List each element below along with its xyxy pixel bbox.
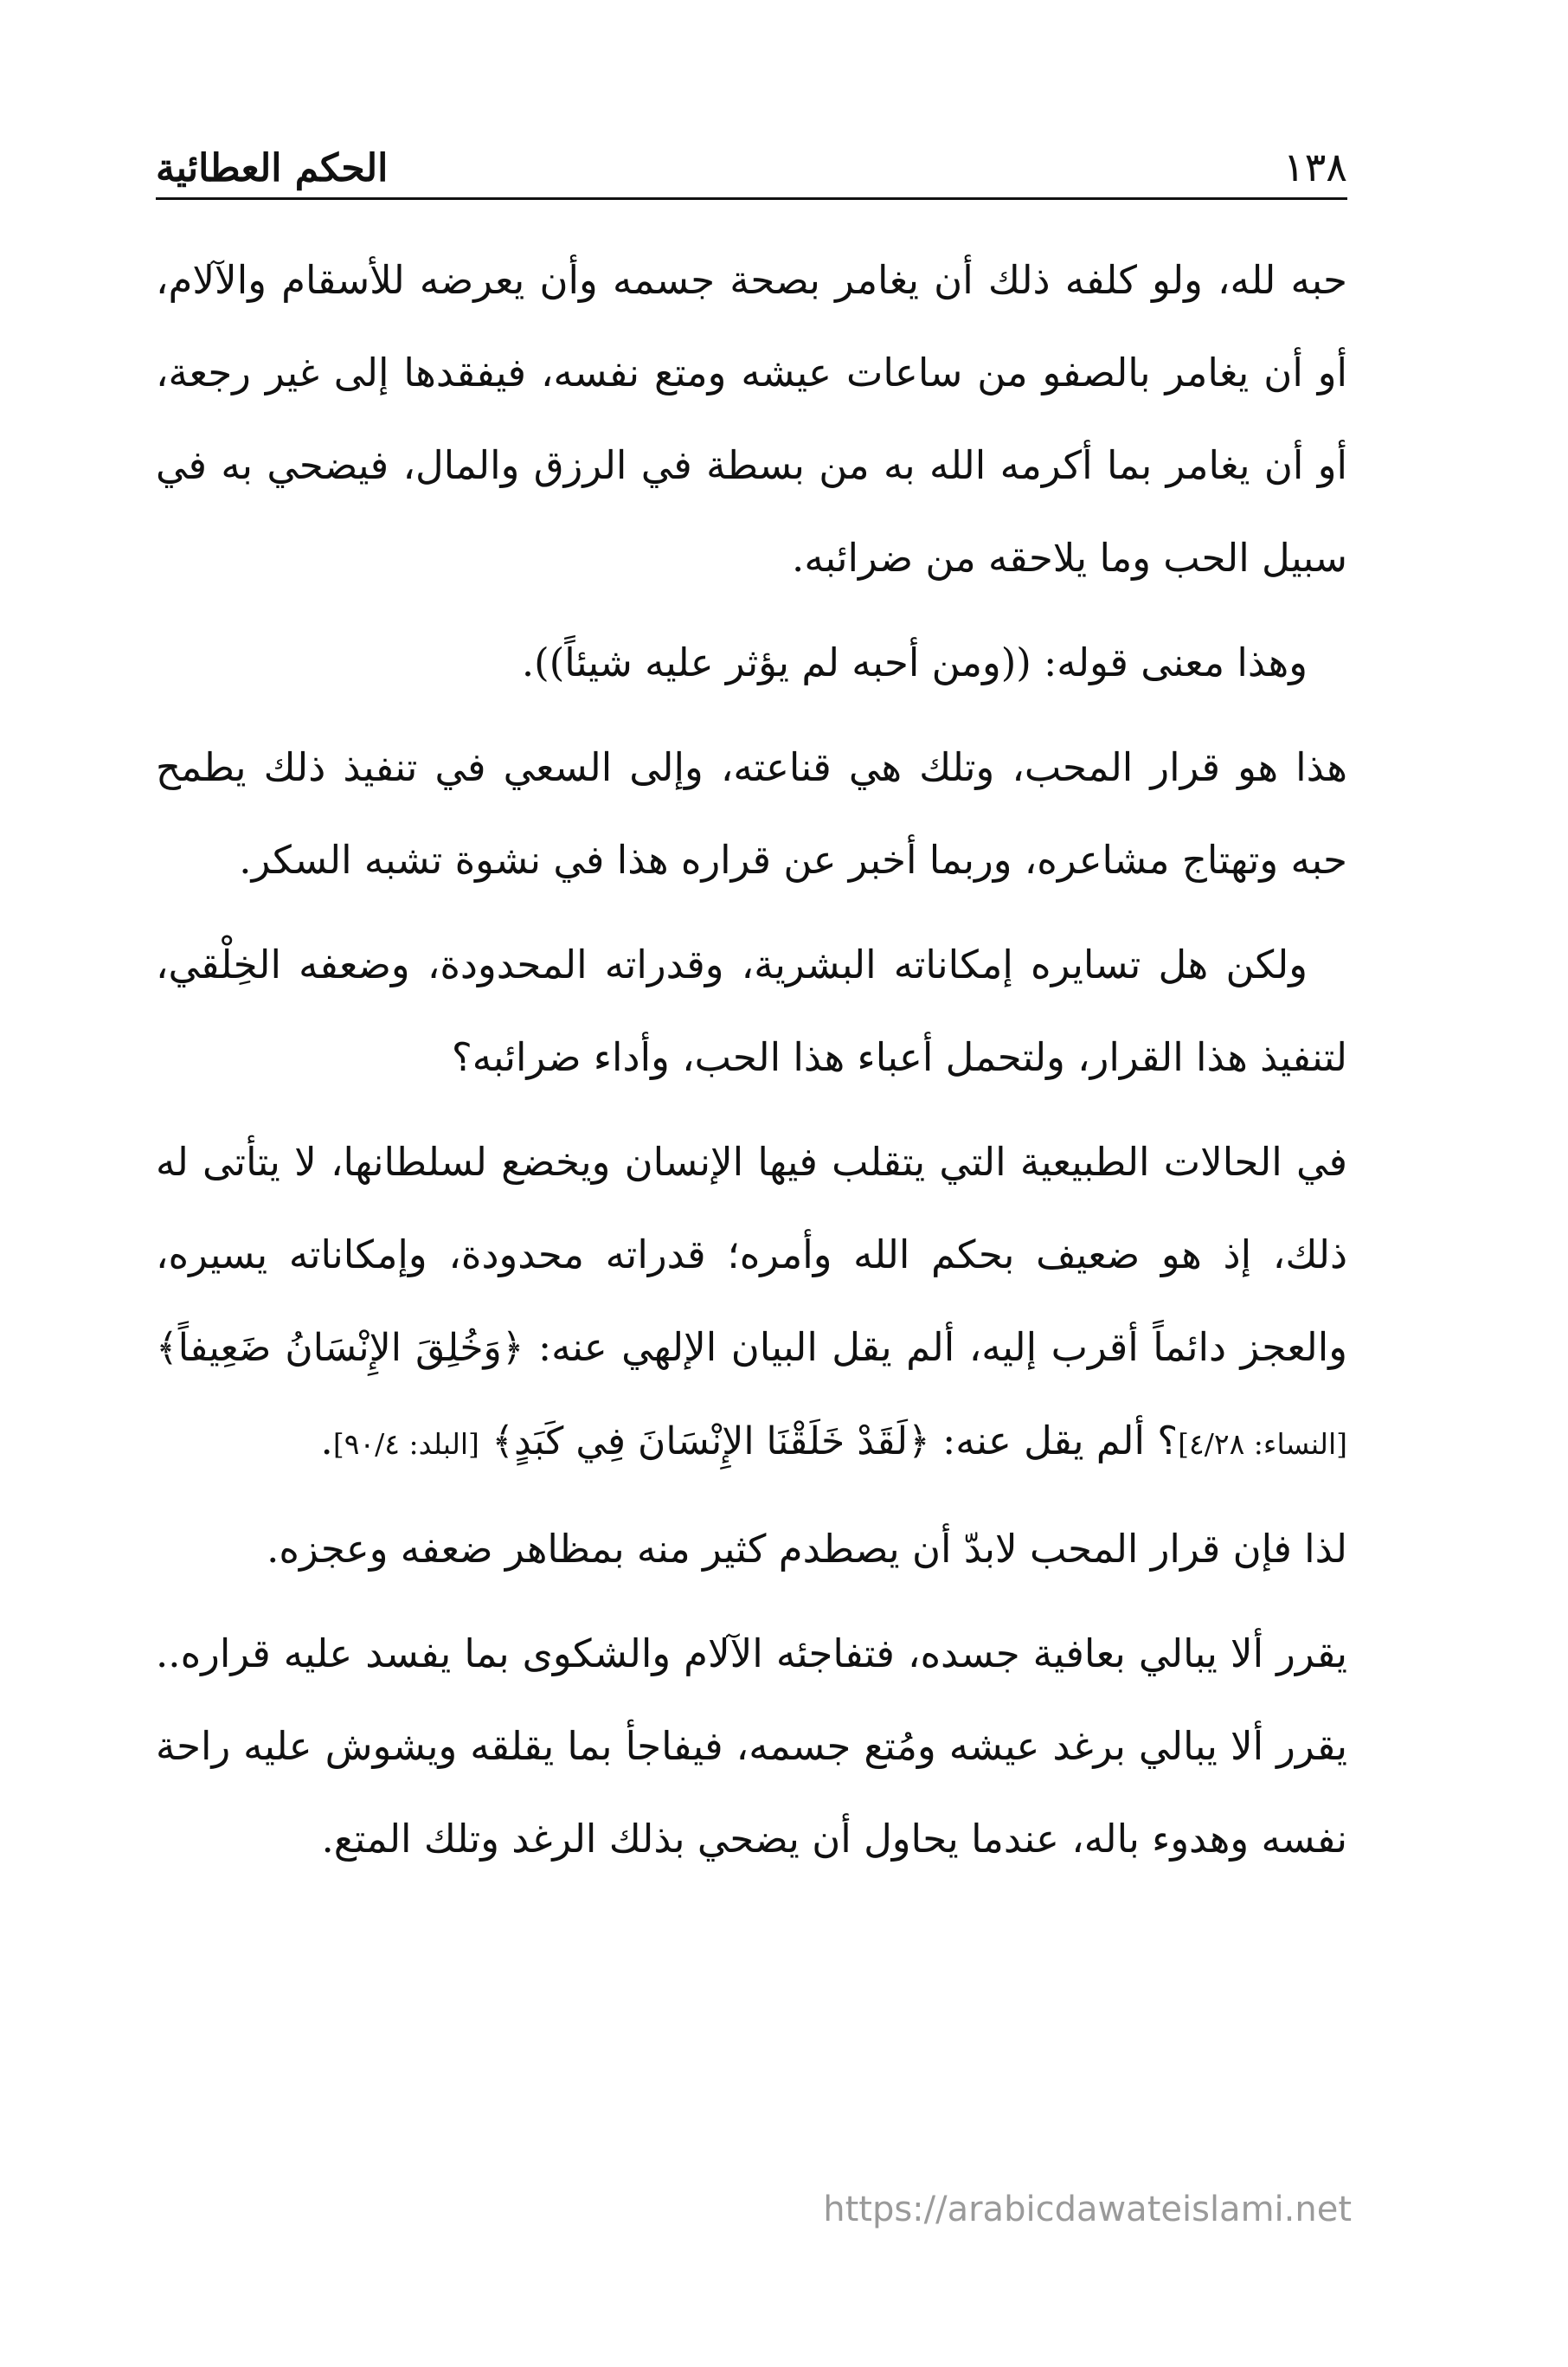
quran-verse: ﴿وَخُلِقَ الإِنْسَانُ ضَعِيفاً﴾ [156, 1326, 524, 1370]
page-header [156, 130, 1347, 200]
page-number: ١٣٨ [1282, 144, 1347, 190]
verse-reference: [النساء: ٤/٢٨] [1178, 1427, 1347, 1461]
watermark-url: https://arabicdawateislami.net [823, 2190, 1352, 2229]
paragraph: ولكن هل تسايره إمكاناته البشرية، وقدراته المحدودة، وضعفه الخِلْقي، لتنفيذ هذا القرار، ولتحمل أعباء هذا الحب، وأداء ضرائبه؟ [156, 942, 1347, 1080]
paragraph: وهذا معنى قوله: ((ومن أحبه لم يؤثر عليه شيئاً)). [521, 640, 1308, 685]
paragraph-text: في الحالات الطبيعية التي يتقلب فيها الإنسان ويخضع لسلطانها، لا يتأتى له ذلك، إذ هو ضعيف بحكم الله وأمره؛ قدراته محدودة، وإمكاناته يسيره، والعجز دائماً أقرب إليه، ألم يقل البيان الإلهي عنه: [156, 1139, 1347, 1370]
paragraph: لذا فإن قرار المحب لابدّ أن يصطدم كثير منه بمظاهر ضعفه وعجزه. [267, 1526, 1347, 1572]
quran-verse: ﴿لَقَدْ خَلَقْنَا الإِنْسَانَ فِي كَبَدٍ﴾ [492, 1419, 930, 1463]
paragraph: هذا هو قرار المحب، وتلك هي قناعته، وإلى السعي في تنفيذ ذلك يطمح حبه وتهتاج مشاعره، وربما أخبر عن قراره هذا في نشوة تشبه السكر. [156, 744, 1347, 883]
book-title: الحكم العطائية [156, 146, 389, 190]
page-body [156, 234, 1347, 1897]
paragraph-text: ؟ ألم يقل عنه: [942, 1418, 1179, 1463]
paragraph: يقرر ألا يبالي بعافية جسده، فتفاجئه الآلام والشكوى بما يفسد عليه قراره.. يقرر ألا يبالي برغد عيشه ومُتع جسمه، فيفاجأ بما يقلقه ويشوش عليه راحة نفسه وهدوء باله، عندما يحاول أن يضحي بذلك الرغد وتلك المتع. [156, 1631, 1347, 1862]
paragraph-with-verses [156, 1116, 1347, 1490]
paragraph: حبه لله، ولو كلفه ذلك أن يغامر بصحة جسمه وأن يعرضه للأسقام والآلام، أو أن يغامر بالصفو من ساعات عيشه ومتع نفسه، فيفقدها إلى غير رجعة، أو أن يغامر بما أكرمه الله به من بسطة في الرزق والمال، فيضحي به في سبيل الحب وما يلاحقه من ضرائبه. [156, 257, 1347, 581]
verse-reference: [البلد: ٩٠/٤] [332, 1427, 479, 1461]
paragraph-text: . [320, 1418, 333, 1463]
